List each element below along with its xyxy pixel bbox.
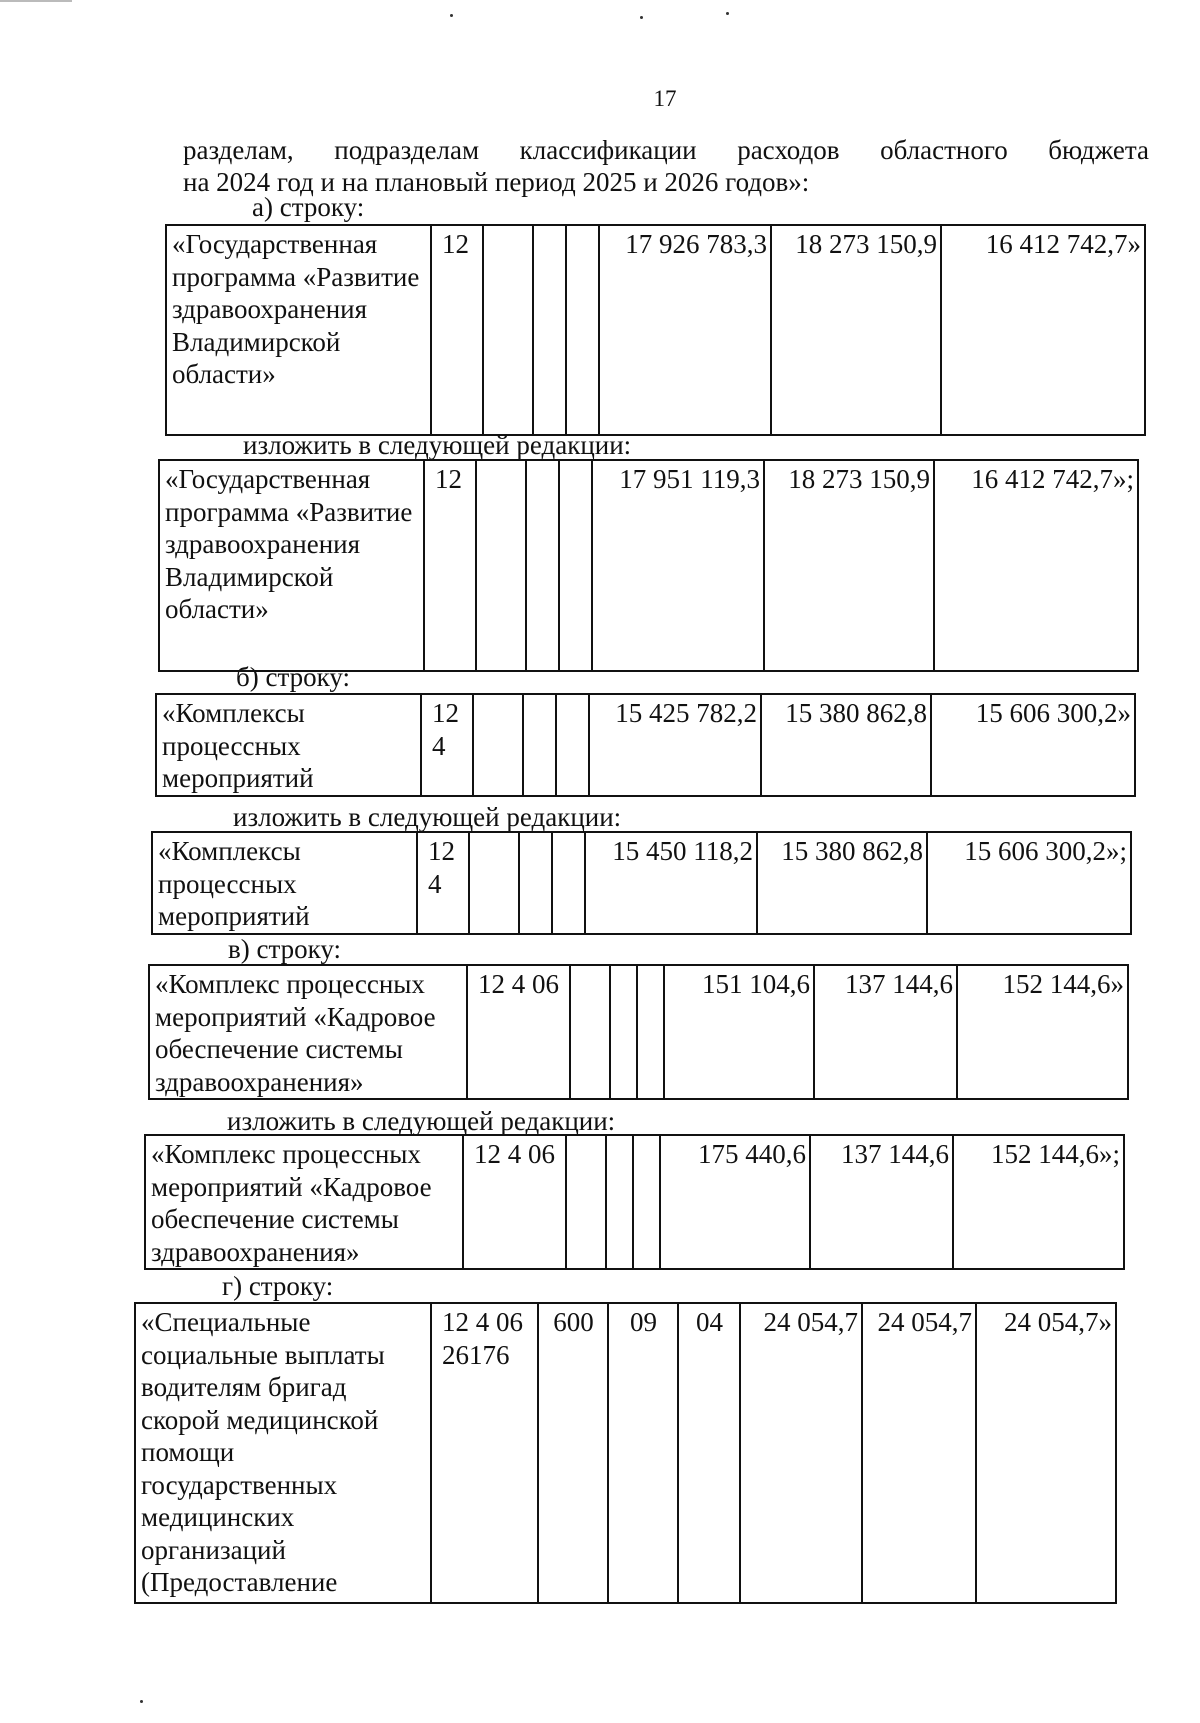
label-v: в) строку: bbox=[228, 934, 341, 964]
row-c2 bbox=[476, 460, 526, 671]
row-value-2025: 15 380 862,8 bbox=[757, 832, 927, 934]
scan-artifact bbox=[0, 0, 1200, 2]
row-a-new bbox=[158, 459, 1139, 672]
intro-line-2: на 2024 год и на плановый период 2025 и 2026 годов»: bbox=[183, 167, 810, 197]
row-c4 bbox=[566, 225, 599, 435]
row-value-2026: 24 054,7» bbox=[976, 1303, 1116, 1603]
row-c4: 04 bbox=[678, 1303, 740, 1603]
row-c4 bbox=[637, 965, 664, 1099]
row-name: «Специальные социальные выплаты водителям бригад скорой медицинской помощи государственных медицинских организаций (Предоставление bbox=[135, 1303, 431, 1603]
row-c3 bbox=[533, 225, 566, 435]
row-v-old bbox=[148, 964, 1129, 1100]
row-c2 bbox=[469, 832, 519, 934]
label-g: г) строку: bbox=[222, 1271, 334, 1301]
row-c2 bbox=[483, 225, 533, 435]
row-code: 12 bbox=[424, 460, 476, 671]
row-value-2024: 151 104,6 bbox=[664, 965, 814, 1099]
intro-word: бюджета bbox=[1048, 135, 1149, 165]
row-value-2024: 17 951 119,3 bbox=[592, 460, 764, 671]
row-value-2024: 15 450 118,2 bbox=[585, 832, 757, 934]
row-value-2026: 15 606 300,2»; bbox=[927, 832, 1131, 934]
row-value-2026: 152 144,6» bbox=[957, 965, 1128, 1099]
label-replace: изложить в следующей редакции: bbox=[227, 1106, 616, 1136]
row-value-2025: 24 054,7 bbox=[862, 1303, 976, 1603]
page-number: 17 bbox=[653, 86, 677, 111]
row-value-2025: 18 273 150,9 bbox=[764, 460, 934, 671]
row-b-old bbox=[155, 693, 1136, 797]
scan-speck bbox=[450, 14, 453, 17]
intro-word: разделам, bbox=[183, 135, 294, 165]
row-v-new bbox=[144, 1134, 1125, 1270]
row-c3: 09 bbox=[608, 1303, 678, 1603]
row-name: «Государственная программа «Развитие здравоохранения Владимирской области» bbox=[166, 225, 431, 435]
row-value-2026: 15 606 300,2» bbox=[931, 694, 1135, 796]
row-value-2026: 16 412 742,7» bbox=[941, 225, 1145, 435]
scan-speck bbox=[726, 12, 729, 15]
row-c2 bbox=[566, 1135, 606, 1269]
row-code: 12 4 06 bbox=[467, 965, 570, 1099]
label-b: б) строку: bbox=[236, 662, 350, 692]
row-b-new bbox=[151, 831, 1132, 935]
row-c2: 600 bbox=[538, 1303, 608, 1603]
row-name: «Комплексы процессных мероприятий bbox=[156, 694, 421, 796]
row-c3 bbox=[519, 832, 552, 934]
intro-word: подразделам bbox=[334, 135, 480, 165]
row-a-old bbox=[165, 224, 1146, 436]
row-c3 bbox=[610, 965, 637, 1099]
row-value-2025: 137 144,6 bbox=[810, 1135, 953, 1269]
scan-speck bbox=[140, 1700, 143, 1703]
row-name: «Комплекс процессных мероприятий «Кадровое обеспечение системы здравоохранения» bbox=[149, 965, 467, 1099]
label-replace: изложить в следующей редакции: bbox=[233, 802, 622, 832]
row-value-2024: 15 425 782,2 bbox=[589, 694, 761, 796]
row-code: 12 4 06 26176 bbox=[431, 1303, 538, 1603]
row-c2 bbox=[473, 694, 523, 796]
row-name: «Государственная программа «Развитие здравоохранения Владимирской области» bbox=[159, 460, 424, 671]
row-c2 bbox=[570, 965, 610, 1099]
row-c3 bbox=[523, 694, 556, 796]
row-c4 bbox=[559, 460, 592, 671]
row-value-2024: 17 926 783,3 bbox=[599, 225, 771, 435]
row-value-2026: 16 412 742,7»; bbox=[934, 460, 1138, 671]
label-replace: изложить в следующей редакции: bbox=[243, 430, 632, 460]
row-name: «Комплекс процессных мероприятий «Кадровое обеспечение системы здравоохранения» bbox=[145, 1135, 463, 1269]
row-c4 bbox=[633, 1135, 660, 1269]
row-value-2025: 15 380 862,8 bbox=[761, 694, 931, 796]
row-value-2025: 18 273 150,9 bbox=[771, 225, 941, 435]
row-c4 bbox=[556, 694, 589, 796]
intro-word: классификации bbox=[519, 135, 697, 165]
row-code: 12 4 bbox=[417, 832, 469, 934]
label-a: а) строку: bbox=[252, 192, 365, 222]
row-g-old bbox=[134, 1302, 1117, 1604]
row-value-2024: 175 440,6 bbox=[660, 1135, 810, 1269]
row-c3 bbox=[606, 1135, 633, 1269]
row-value-2024: 24 054,7 bbox=[740, 1303, 862, 1603]
intro-paragraph bbox=[183, 134, 1149, 198]
row-c4 bbox=[552, 832, 585, 934]
row-code: 12 4 bbox=[421, 694, 473, 796]
row-code: 12 bbox=[431, 225, 483, 435]
intro-line-1 bbox=[183, 134, 1149, 166]
scan-speck bbox=[640, 16, 643, 19]
intro-word: расходов bbox=[737, 135, 840, 165]
row-value-2026: 152 144,6»; bbox=[953, 1135, 1124, 1269]
intro-word: областного bbox=[880, 135, 1008, 165]
row-c3 bbox=[526, 460, 559, 671]
row-code: 12 4 06 bbox=[463, 1135, 566, 1269]
row-value-2025: 137 144,6 bbox=[814, 965, 957, 1099]
row-name: «Комплексы процессных мероприятий bbox=[152, 832, 417, 934]
